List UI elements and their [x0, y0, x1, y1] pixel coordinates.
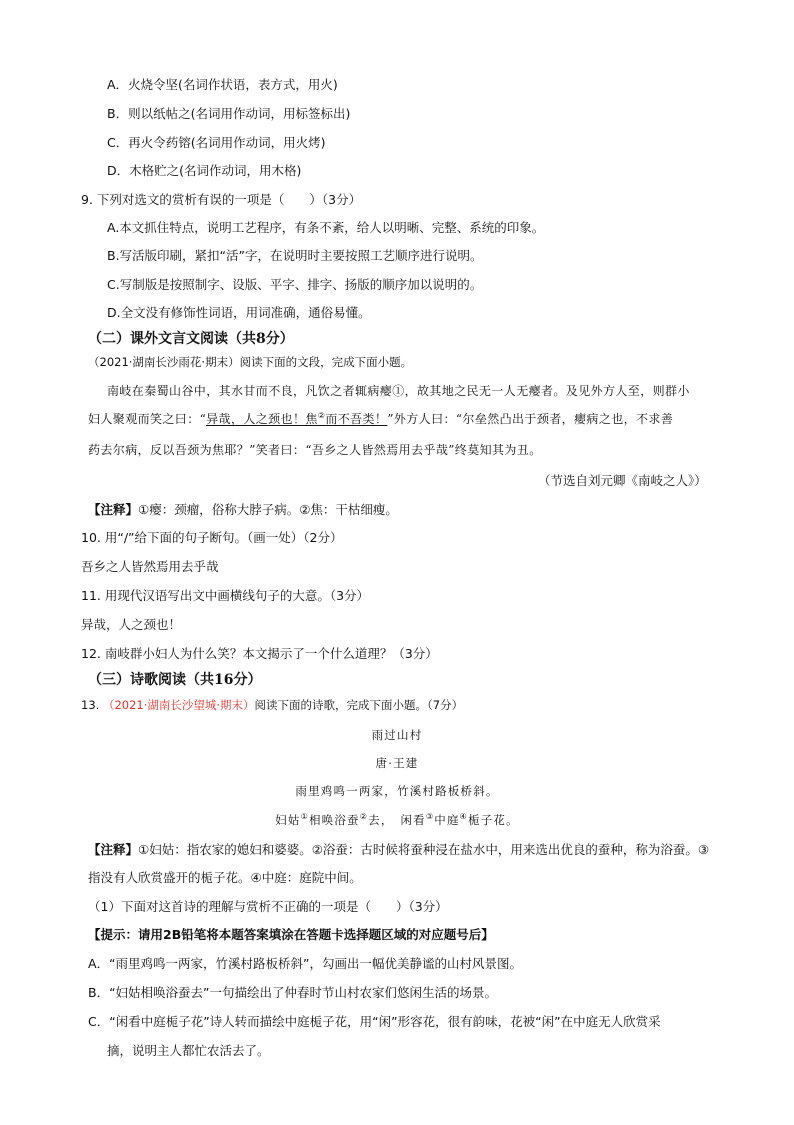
q8-option-a: A．火烧令坚(名词作状语，表方式，用火)	[107, 77, 338, 92]
q11-stem: 11. 用现代汉语写出文中画横线句子的大意。（3分）	[81, 588, 370, 603]
underlined-part-2: 而不吾类！	[325, 412, 388, 426]
poem-option-c-line-2: 摘，说明主人都忙农活去了。	[107, 1043, 270, 1058]
passage-line-1: 南岐在秦蜀山谷中，其水甘而不良，凡饮之者辄病瘿①，故其地之民无一人无瘿者。及见外方人至，则群小	[107, 384, 690, 398]
q13-text: 阅读下面的诗歌，完成下面小题。（7分）	[254, 698, 464, 712]
passage-text: ”外方人曰：“尔垒然凸出于颈者，瘿病之也，不求善	[387, 412, 674, 426]
q10-stem: 10. 用“/”给下面的句子断句。（画一处）（2分）	[81, 530, 343, 545]
q9-option-c: C.写制版是按照制字、设版、平字、排字、扬版的顺序加以说明的。	[107, 277, 483, 292]
passage-credit: （节选自刘元卿《南岐之人》）	[538, 473, 707, 488]
answer-hint: 【提示：请用2B铅笔将本题答案填涂在答题卡选择题区域的对应题号后】	[88, 927, 494, 942]
poem-text: 中庭	[434, 813, 460, 827]
subquestion-1: （1）下面对这首诗的理解与赏析不正确的一项是（ ）（3分）	[88, 899, 448, 914]
underlined-part-1: 异哉，人之颈也！焦	[206, 412, 318, 426]
note-marker: ②	[359, 812, 369, 822]
q12-stem: 12. 南岐群小妇人为什么笑？本文揭示了一个什么道理？（3分）	[81, 646, 438, 661]
note-text: ①妇姑：指农家的媳妇和婆婆。②浴蚕：古时候将蚕种浸在盐水中，用来选出优良的蚕种，称为浴蚕。③	[138, 842, 710, 857]
poem-option-b: B．“妇姑相唤浴蚕去”一句描绘出了仲春时节山村农家们悠闲生活的场景。	[88, 985, 498, 1000]
note-label: 【注释】	[88, 842, 139, 857]
q10-text: 吾乡之人皆然焉用去乎哉	[81, 559, 219, 574]
underlined-sentence	[206, 412, 387, 426]
passage-line-3: 药去尔病，反以吾颈为焦耶？”笑者曰：“吾乡之人皆然焉用去乎哉”终莫知其为丑。	[88, 443, 542, 457]
poem-text: 去， 闲看	[368, 813, 426, 827]
section-title-classical: （二）课外文言文阅读（共8分）	[88, 331, 294, 347]
q13-stem	[81, 697, 463, 713]
poem-line-1: 雨里鸡鸣一两家，竹溪村路板桥斜。	[295, 784, 499, 798]
q9-option-a: A.本文抓住特点，说明工艺程序，有条不紊，给人以明晰、完整、系统的印象。	[107, 220, 545, 235]
q13-number: 13.	[81, 698, 100, 712]
q11-text: 异哉，人之颈也！	[81, 617, 182, 632]
note-label: 【注释】	[88, 502, 139, 517]
poem-line-2	[0, 812, 794, 828]
poem-text: 相唤浴蚕	[308, 813, 360, 827]
note-marker: ②	[317, 411, 326, 420]
source-line	[88, 354, 412, 370]
notes-poem-line-2: 指没有人欣赏盛开的栀子花。④中庭：庭院中间。	[88, 870, 362, 885]
q13-source-tag: （2021·湖南长沙望城·期末）	[102, 698, 255, 712]
poem-option-c-line-1: C．“闲看中庭栀子花”诗人转而描绘中庭栀子花，用“闲”形容花，很有韵味，花被“闲”在中庭无人欣赏采	[88, 1014, 661, 1029]
q8-option-b: B．则以纸帖之(名词用作动词，用标签标出)	[107, 106, 351, 121]
poem-text: 栀子花。	[468, 813, 519, 827]
poem-title: 雨过山村	[371, 728, 423, 742]
q9-stem: 9. 下列对选文的赏析有误的一项是（ ）（3分）	[81, 192, 362, 207]
source-tag: （2021·湖南长沙雨花·期末）	[88, 355, 240, 369]
section-title-poetry: （三）诗歌阅读（共16分）	[88, 672, 262, 688]
q8-option-c: C．再火令药镕(名词用作动词，用火烤)	[107, 135, 326, 150]
q9-option-d: D.全文没有修饰性词语，用词准确，通俗易懂。	[107, 305, 371, 320]
passage-text: 妇人聚观而笑之曰：“	[88, 412, 207, 426]
passage-line-2	[88, 411, 673, 427]
q9-option-b: B.写活版印刷，紧扣“活”字，在说明时主要按照工艺顺序进行说明。	[107, 248, 483, 263]
note-marker: ①	[300, 812, 309, 822]
notes-poem-line-1	[88, 842, 709, 858]
note-marker: ④	[459, 812, 469, 822]
poem-text: 妇姑	[275, 813, 301, 827]
source-intro: 阅读下面的文段，完成下面小题。	[239, 355, 413, 369]
notes-classical	[88, 502, 398, 518]
poem-author: 唐·王建	[375, 756, 419, 770]
note-marker: ③	[425, 812, 435, 822]
note-text: ①瘿：颈瘤，俗称大脖子病。②焦：干枯细瘦。	[138, 502, 398, 517]
q8-option-d: D．木格贮之(名词作动词，用木格)	[107, 163, 302, 178]
poem-option-a: A．“雨里鸡鸣一两家，竹溪村路板桥斜”，勾画出一幅优美静谧的山村风景图。	[88, 956, 523, 971]
